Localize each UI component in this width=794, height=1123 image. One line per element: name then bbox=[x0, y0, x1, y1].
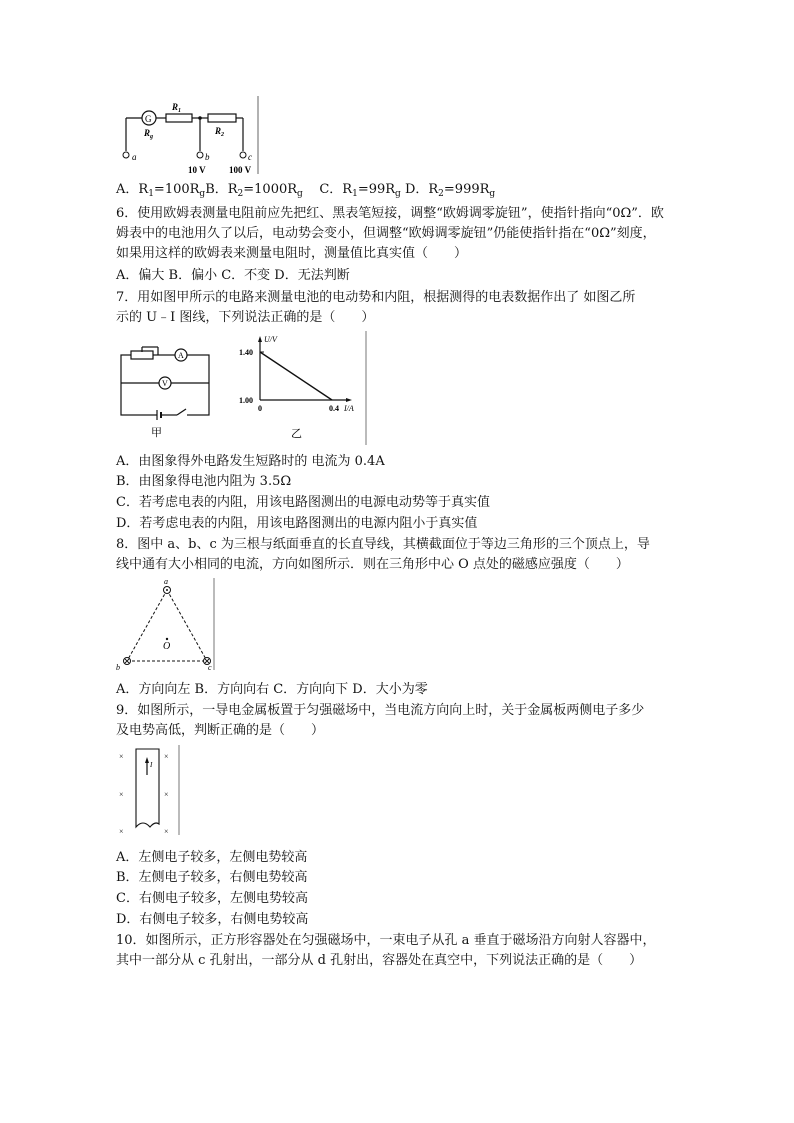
q5-option-a: A．$R_1=100R_g$ bbox=[116, 182, 206, 199]
q5-option-d: D．$R_2=999R_g$ bbox=[404, 182, 496, 199]
svg-text:R1 bbox=[171, 102, 181, 114]
q5-fig-r1-sub: 1 bbox=[178, 108, 182, 114]
q7-stem-line2: 示的 U﹣I 图线，下列说法正确的是（ ） bbox=[116, 310, 375, 325]
q10-stem-line2: 其中一部分从 c 孔射出，一部分从 d 孔射出，容器处在真空中，下列说法正确的是（ ） bbox=[116, 953, 643, 968]
q5-fig-100v: 100 V bbox=[229, 165, 252, 175]
svg-text:V: V bbox=[162, 379, 168, 388]
q5-fig-rg-sub: g bbox=[150, 134, 154, 140]
q9-option-d: D．右侧电子较多，右侧电势较高 bbox=[116, 912, 309, 927]
q8-fig-a: a bbox=[164, 578, 168, 586]
q7-figure bbox=[113, 331, 369, 447]
svg-text:Rg bbox=[143, 128, 153, 140]
q5-fig-r1: R bbox=[172, 102, 179, 112]
q9-option-c: C．右侧电子较多，左侧电势较高 bbox=[116, 891, 308, 906]
q7-fig-jia: 甲 bbox=[151, 427, 162, 439]
q8-options: A．方向向左 B．方向向右 C．方向向下 D．大小为零 bbox=[116, 682, 428, 697]
svg-text:×: × bbox=[119, 827, 124, 836]
svg-text:×: × bbox=[164, 790, 169, 799]
q5-fig-rg: R bbox=[144, 128, 151, 138]
q7-fig-xaxis: I/A bbox=[344, 404, 354, 413]
q7-graph-yi bbox=[258, 336, 352, 402]
svg-text:×: × bbox=[164, 752, 169, 761]
q6-stem-line1: 6．使用欧姆表测量电阻前应先把红、黑表笔短接，调整“欧姆调零旋钮”，使指针指向“0Ω”．欧 bbox=[116, 206, 664, 221]
q7-fig-yaxis: U/V bbox=[264, 335, 277, 344]
q7-option-d: D．若考虑电表的内阻，用该电路图测出的电源内阻小于真实值 bbox=[116, 516, 478, 531]
q7-fig-ybottom: 1.00 bbox=[239, 396, 253, 405]
q7-option-b: B．由图象得电池内阻为 3.5Ω bbox=[116, 474, 292, 489]
q8-fig-b: b bbox=[116, 663, 120, 672]
svg-text:×: × bbox=[119, 790, 124, 799]
q9-fig-current: I bbox=[150, 761, 153, 769]
q9-stem-line2: 及电势高低，判断正确的是（ ） bbox=[116, 723, 325, 738]
q8-fig-o: O bbox=[163, 641, 171, 652]
q9-stem-line1: 9．如图所示，一导电金属板置于匀强磁场中，当电流方向向上时，关于金属板两侧电子多少 bbox=[116, 703, 645, 718]
q5-option-b: B．$R_2=1000R_g$ bbox=[205, 182, 303, 199]
q5-option-c: C．$R_1=99R_g$ bbox=[319, 182, 401, 199]
q5-fig-c: c bbox=[248, 152, 252, 162]
q5-fig-b: b bbox=[205, 152, 210, 162]
svg-text:G: G bbox=[145, 114, 152, 124]
q5-fig-a: a bbox=[132, 152, 137, 162]
svg-text:×: × bbox=[119, 752, 124, 761]
svg-text:A: A bbox=[178, 351, 184, 360]
q7-option-a: A．由图象得外电路发生短路时的 电流为 0.4A bbox=[116, 454, 385, 469]
q9-metal-plate-figure bbox=[114, 745, 184, 837]
q8-triangle-figure bbox=[114, 578, 218, 672]
q7-fig-x04: 0.4 bbox=[329, 404, 339, 413]
q8-fig-c: c bbox=[208, 663, 212, 672]
q9-option-a: A．左侧电子较多，左侧电势较高 bbox=[116, 850, 308, 865]
svg-text:R2 bbox=[214, 126, 224, 138]
q6-options: A．偏大 B．偏小 C．不变 D．无法判断 bbox=[116, 268, 350, 283]
q8-stem-line2: 线中通有大小相同的电流，方向如图所示．则在三角形中心 O 点处的磁感应强度（ ） bbox=[116, 557, 629, 572]
q5-fig-10v: 10 V bbox=[188, 165, 206, 175]
q9-option-b: B．左侧电子较多，右侧电势较高 bbox=[116, 870, 308, 885]
q5-fig-r2-sub: 2 bbox=[221, 132, 225, 138]
svg-text:×: × bbox=[164, 827, 169, 836]
q6-stem-line2: 姆表中的电池用久了以后，电动势会变小，但调整“欧姆调零旋钮”仍能使指针指在“0Ω”刻度， bbox=[116, 226, 656, 241]
q6-stem-line3: 如果用这样的欧姆表来测量电阻时，测量值比真实值（ ） bbox=[116, 246, 468, 261]
q5-fig-r2: R bbox=[215, 126, 222, 136]
q10-stem-line1: 10．如图所示，正方形容器处在匀强磁场中，一束电子从孔 a 垂直于磁场沿方向射人容器中， bbox=[116, 933, 656, 948]
q7-fig-x0: 0 bbox=[258, 404, 262, 413]
q7-stem-line1: 7．用如图甲所示的电路来测量电池的电动势和内阻，根据测得的电表数据作出了 如图乙所 bbox=[116, 290, 636, 305]
q8-stem-line1: 8．图中 a、b、c 为三根与纸面垂直的长直导线，其横截面位于等边三角形的三个顶点上，导 bbox=[116, 537, 650, 552]
q5-options bbox=[116, 181, 495, 198]
q7-fig-ytop: 1.40 bbox=[239, 348, 253, 357]
q7-fig-yi: 乙 bbox=[291, 428, 302, 440]
q5-circuit-figure bbox=[116, 96, 264, 178]
q7-option-c: C．若考虑电表的内阻，用该电路图测出的电源电动势等于真实值 bbox=[116, 495, 490, 510]
